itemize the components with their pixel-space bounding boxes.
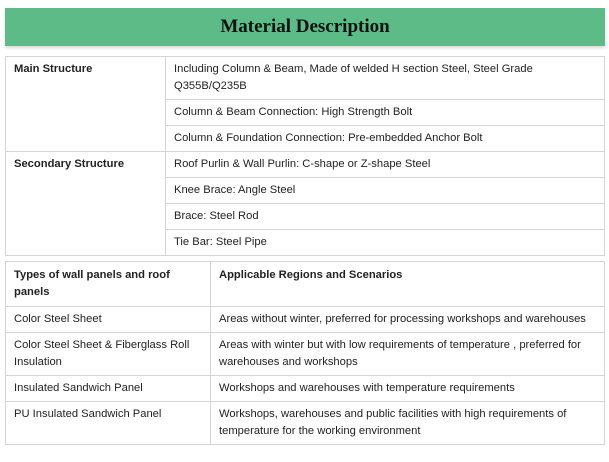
table-row bbox=[6, 402, 605, 445]
page-title: Material Description bbox=[220, 16, 390, 37]
scenario-cell: Workshops and warehouses with temperature requirements bbox=[211, 376, 605, 402]
table-row bbox=[6, 152, 605, 178]
scenario-cell: Areas without winter, preferred for processing workshops and warehouses bbox=[211, 307, 605, 333]
scenario-cell: Workshops, warehouses and public facilities with high requirements of temperature for the working environment bbox=[211, 402, 605, 445]
item-cell: Including Column & Beam, Made of welded H section Steel, Steel Grade Q355B/Q235B bbox=[166, 57, 605, 100]
item-cell: Column & Foundation Connection: Pre-embedded Anchor Bolt bbox=[166, 126, 605, 152]
table-row bbox=[6, 376, 605, 402]
category-cell: Secondary Structure bbox=[6, 152, 166, 256]
item-cell: Roof Purlin & Wall Purlin: C-shape or Z-shape Steel bbox=[166, 152, 605, 178]
panel-table bbox=[5, 261, 605, 445]
item-cell: Tie Bar: Steel Pipe bbox=[166, 230, 605, 256]
panel-type-cell: Color Steel Sheet bbox=[6, 307, 211, 333]
panel-type-cell: PU Insulated Sandwich Panel bbox=[6, 402, 211, 445]
table-header-row bbox=[6, 262, 605, 307]
panel-type-cell: Insulated Sandwich Panel bbox=[6, 376, 211, 402]
item-cell: Brace: Steel Rod bbox=[166, 204, 605, 230]
structure-table bbox=[5, 56, 605, 256]
column-header: Applicable Regions and Scenarios bbox=[211, 262, 605, 307]
item-cell: Knee Brace: Angle Steel bbox=[166, 178, 605, 204]
table-row bbox=[6, 333, 605, 376]
table-row bbox=[6, 57, 605, 100]
item-cell: Column & Beam Connection: High Strength Bolt bbox=[166, 100, 605, 126]
column-header: Types of wall panels and roof panels bbox=[6, 262, 211, 307]
title-banner bbox=[5, 8, 605, 46]
panel-type-cell: Color Steel Sheet & Fiberglass Roll Insulation bbox=[6, 333, 211, 376]
scenario-cell: Areas with winter but with low requirements of temperature , preferred for warehouses and workshops bbox=[211, 333, 605, 376]
table-row bbox=[6, 307, 605, 333]
category-cell: Main Structure bbox=[6, 57, 166, 152]
